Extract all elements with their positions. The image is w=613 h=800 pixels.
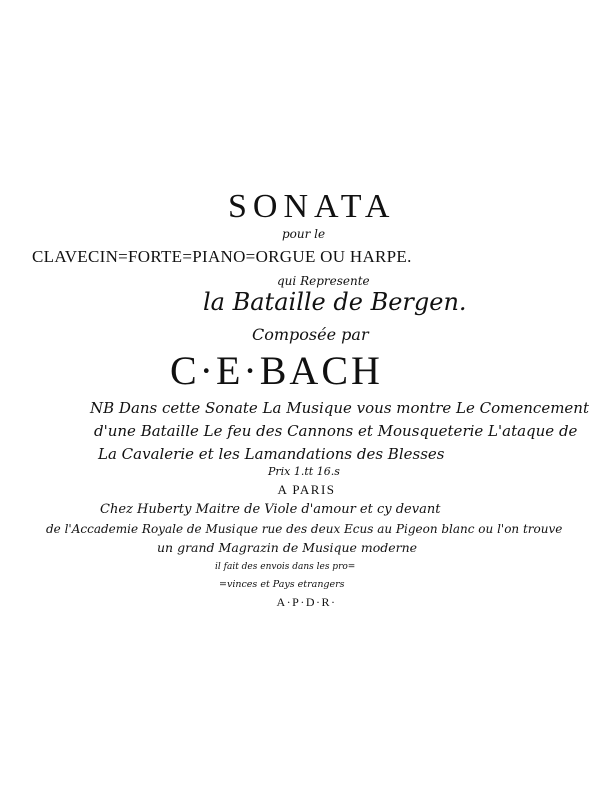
address-line: =vinces et Pays etrangers: [219, 579, 345, 590]
note-line: La Cavalerie et les Lamandations des Blesses: [98, 445, 445, 463]
note-line: d'une Bataille Le feu des Cannons et Mousqueterie L'ataque de: [94, 422, 578, 440]
privilege-mark: A·P·D·R·: [276, 595, 337, 609]
compose-par-text: Composée par: [252, 325, 369, 344]
battle-subject: la Bataille de Bergen.: [203, 288, 467, 316]
instruments-line: CLAVECIN=FORTE=PIANO=ORGUE OU HARPE.: [32, 247, 412, 266]
price-text: Prix 1.tt 16.s: [268, 465, 340, 478]
address-line: de l'Accademie Royale de Musique rue des deux Ecus au Pigeon blanc ou l'on trouve: [46, 522, 563, 536]
publisher-city: A PARIS: [277, 482, 336, 497]
address-line: Chez Huberty Maitre de Viole d'amour et cy devant: [100, 502, 441, 517]
note-line: NB Dans cette Sonate La Musique vous montre Le Comencement: [90, 399, 589, 417]
qui-represente-text: qui Represente: [277, 274, 370, 288]
pour-le-text: pour le: [282, 227, 326, 241]
address-line: un grand Magrazin de Musique moderne: [157, 540, 418, 555]
sonata-title: SONATA: [228, 188, 396, 225]
address-line: il fait des envois dans les pro=: [215, 562, 356, 572]
composer-name: C·E·BACH: [170, 348, 383, 393]
